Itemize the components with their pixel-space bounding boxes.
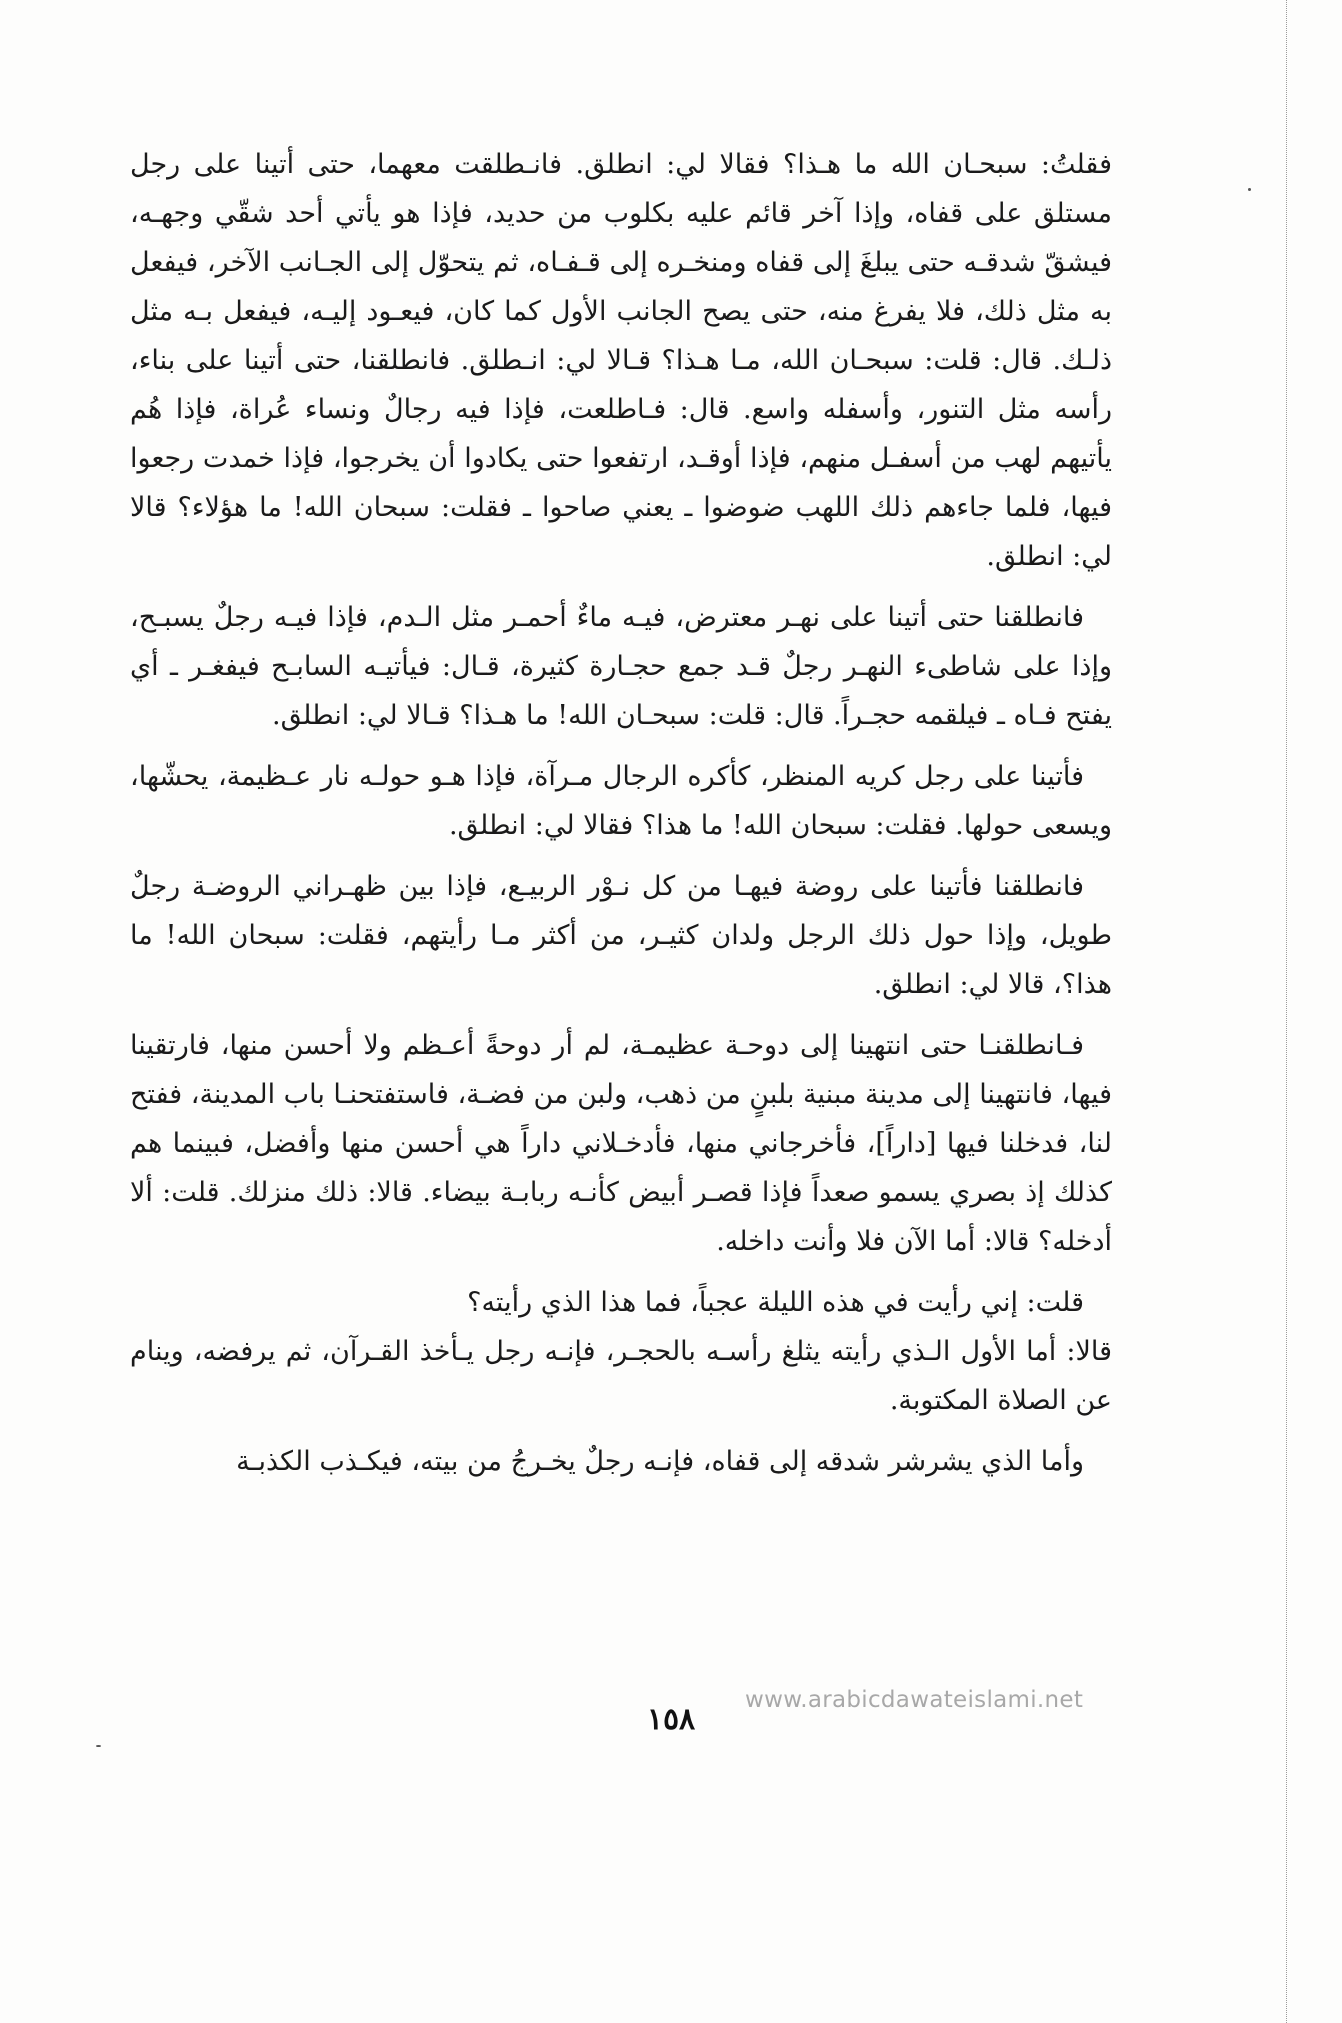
scan-speck (1248, 188, 1251, 191)
paragraph-2: فانطلقنا حتى أتينا على نهـر معترض، فيـه ماءٌ أحمـر مثل الـدم، فإذا فيـه رجلٌ يسبـح، وإذا على شاطىء النهـر رجلٌ قـد جمع حجـارة كثيرة، قـال: فيأتيـه السابـح فيفغـر ـ أي يفتح فـاه ـ فيلقمه حجـراً. قال: قلت: سبحـان الله! ما هـذا؟ قـالا لي: انطلق. (130, 602, 1112, 731)
paragraph-5: فـانطلقنـا حتى انتهينا إلى دوحـة عظيمـة، لم أر دوحةً أعـظم ولا أحسن منها، فارتقينا فيها، فانتهينا إلى مدينة مبنية بلبنٍ من ذهب، ولبن من فضـة، فاستفتحنـا باب المدينة، ففتح لنا، فدخلنا فيها [داراً]، فأخرجاني منها، فأدخـلاني داراً هي أحسن منها وأفضل، فبينما هم كذلك إذ بصري يسمو صعداً فإذا قصـر أبيض كأنـه ربابـة بيضاء. قالا: ذلك منزلك. قلت: ألا أدخله؟ قالا: أما الآن فلا وأنت داخله. (130, 1030, 1112, 1257)
paragraph-1: فقلتُ: سبحـان الله ما هـذا؟ فقالا لي: انطلق. فانـطلقت معهما، حتى أتينا على رجل مستلق على قفاه، وإذا آخر قائم عليه بكلوب من حديد، فإذا هو يأتي أحد شقّي وجهـه، فيشقّ شدقـه حتى يبلغَ إلى قفاه ومنخـره إلى قـفـاه، ثم يتحوّل إلى الجـانب الآخر، فيفعل به مثل ذلك، فلا يفرغ منه، حتى يصح الجانب الأول كما كان، فيعـود إليـه، فيفعل بـه مثل ذلـك. قال: قلت: سبحـان الله، مـا هـذا؟ قـالا لي: انـطلق. فانطلقنا، حتى أتينا على بناء، رأسه مثل التنور، وأسفله واسع. قال: فـاطلعت، فإذا فيه رجالٌ ونساء عُراة، فإذا هُم يأتيهم لهب من أسفـل منهم، فإذا أوقـد، ارتفعوا حتى يكادوا أن يخرجوا، فإذا خمدت رجعوا فيها، فلما جاءهم ذلك اللهب ضوضوا ـ يعني صاحوا ـ فقلت: سبحان الله! ما هؤلاء؟ قالا لي: انطلق. (130, 149, 1112, 572)
body-text (130, 140, 1112, 1498)
paragraph-4: فانطلقنا فأتينا على روضة فيهـا من كل نـوْر الربيـع، فإذا بين ظهـراني الروضـة رجلٌ طويل، وإذا حول ذلك الرجل ولدان كثيـر، من أكثر مـا رأيتهم، فقلت: سبحان الله! ما هذا؟، قالا لي: انطلق. (130, 871, 1112, 1000)
page-number: ١٥٨ (646, 1702, 696, 1737)
paragraph-7: قالا: أما الأول الـذي رأيته يثلغ رأسـه بالحجـر، فإنـه رجل يـأخذ القـرآن، ثم يرفضه، وينام عن الصلاة المكتوبة. (130, 1336, 1112, 1416)
paragraph-8: وأما الذي يشرشر شدقه إلى قفاه، فإنـه رجلٌ يخـرجُ من بيته، فيكـذب الكذبـة (236, 1446, 1084, 1477)
watermark-url: www.arabicdawateislami.net (745, 1687, 1084, 1713)
paragraph-6: قلت: إني رأيت في هذه الليلة عجباً، فما هذا الذي رأيته؟ (467, 1287, 1084, 1318)
paragraph-3: فأتينا على رجل كريه المنظر، كأكره الرجال مـرآة، فإذا هـو حولـه نار عـظيمة، يحشّها، ويسعى حولها. فقلت: سبحان الله! ما هذا؟ فقالا لي: انطلق. (130, 761, 1112, 841)
scan-speck (96, 1745, 101, 1747)
